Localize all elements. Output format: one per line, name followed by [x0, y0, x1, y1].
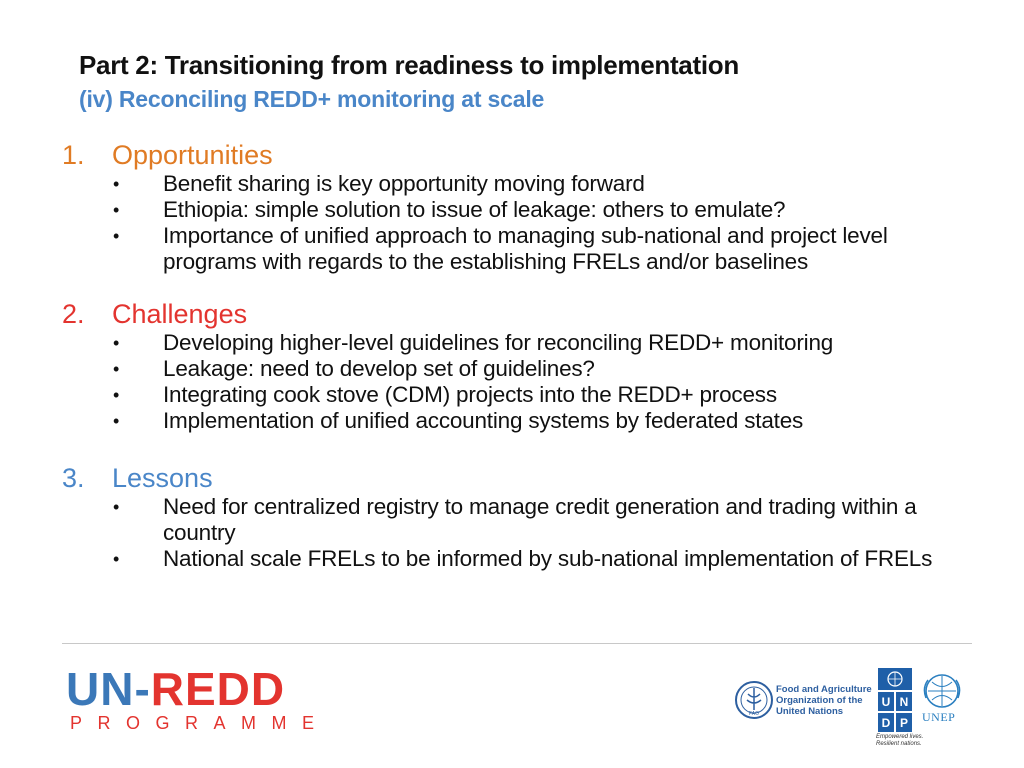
- bullet-list: [62, 171, 982, 275]
- bullet-icon: •: [113, 497, 120, 517]
- logo-programme-text: PROGRAMME: [70, 713, 330, 733]
- unep-label: UNEP: [922, 710, 956, 724]
- list-item: • Ethiopia: simple solution to issue of leakage: others to emulate?: [113, 197, 786, 222]
- section-heading: [62, 139, 982, 171]
- bullet-icon: •: [113, 385, 120, 405]
- bullet-icon: •: [113, 333, 120, 353]
- bullet-icon: •: [113, 549, 120, 569]
- slide-subtitle: (iv) Reconciling REDD+ monitoring at scale: [79, 86, 545, 112]
- fao-emblem-icon: [734, 680, 774, 720]
- bullet-list: [62, 330, 982, 434]
- svg-text:U: U: [881, 695, 891, 709]
- section-title: Challenges: [112, 299, 248, 329]
- section-heading: [62, 462, 982, 494]
- bullet-icon: •: [113, 200, 120, 220]
- bullet-icon: •: [113, 411, 120, 431]
- logo-un-text: UN-: [66, 663, 151, 715]
- bullet-icon: •: [113, 359, 120, 379]
- bullet-list: [62, 494, 982, 572]
- fao-label: Food and Agriculture Organization of the United Nations: [776, 684, 872, 717]
- list-item: • Integrating cook stove (CDM) projects into the REDD+ process: [113, 382, 777, 407]
- svg-text:D: D: [881, 716, 891, 730]
- section-number: 1.: [62, 140, 85, 170]
- undp-tagline: Empowered lives. Resilient nations.: [876, 734, 924, 747]
- un-redd-logo: [66, 663, 286, 715]
- section-heading: [62, 298, 982, 330]
- logo-redd-text: REDD: [150, 663, 286, 715]
- svg-text:P: P: [899, 716, 909, 730]
- bullet-icon: •: [113, 226, 120, 246]
- list-item: • Implementation of unified accounting systems by federated states: [113, 408, 804, 433]
- list-item: • Need for centralized registry to manage credit generation and trading within a country: [113, 494, 917, 545]
- list-item: • Benefit sharing is key opportunity moving forward: [113, 171, 645, 196]
- partner-logos: [732, 668, 972, 758]
- bullet-icon: •: [113, 174, 120, 194]
- section-opportunities: [62, 139, 982, 275]
- section-title: Opportunities: [112, 140, 273, 170]
- section-title: Lessons: [112, 463, 213, 493]
- unep-emblem-icon: [922, 672, 962, 710]
- list-item: • Leakage: need to develop set of guidelines?: [113, 356, 595, 381]
- undp-logo-icon: [878, 668, 912, 732]
- fao-emblem-text: FAO: [748, 711, 760, 717]
- footer-divider: [62, 643, 972, 644]
- section-challenges: [62, 298, 982, 434]
- list-item: • Importance of unified approach to managing sub-national and project level programs with regards to the establishing FRELs and/or baselines: [113, 223, 888, 274]
- section-lessons: [62, 462, 982, 572]
- slide-title: Part 2: Transitioning from readiness to implementation: [79, 50, 739, 80]
- svg-text:N: N: [899, 695, 909, 709]
- list-item: • Developing higher-level guidelines for reconciling REDD+ monitoring: [113, 330, 834, 355]
- section-number: 2.: [62, 299, 85, 329]
- list-item: • National scale FRELs to be informed by sub-national implementation of FRELs: [113, 546, 933, 571]
- section-number: 3.: [62, 463, 85, 493]
